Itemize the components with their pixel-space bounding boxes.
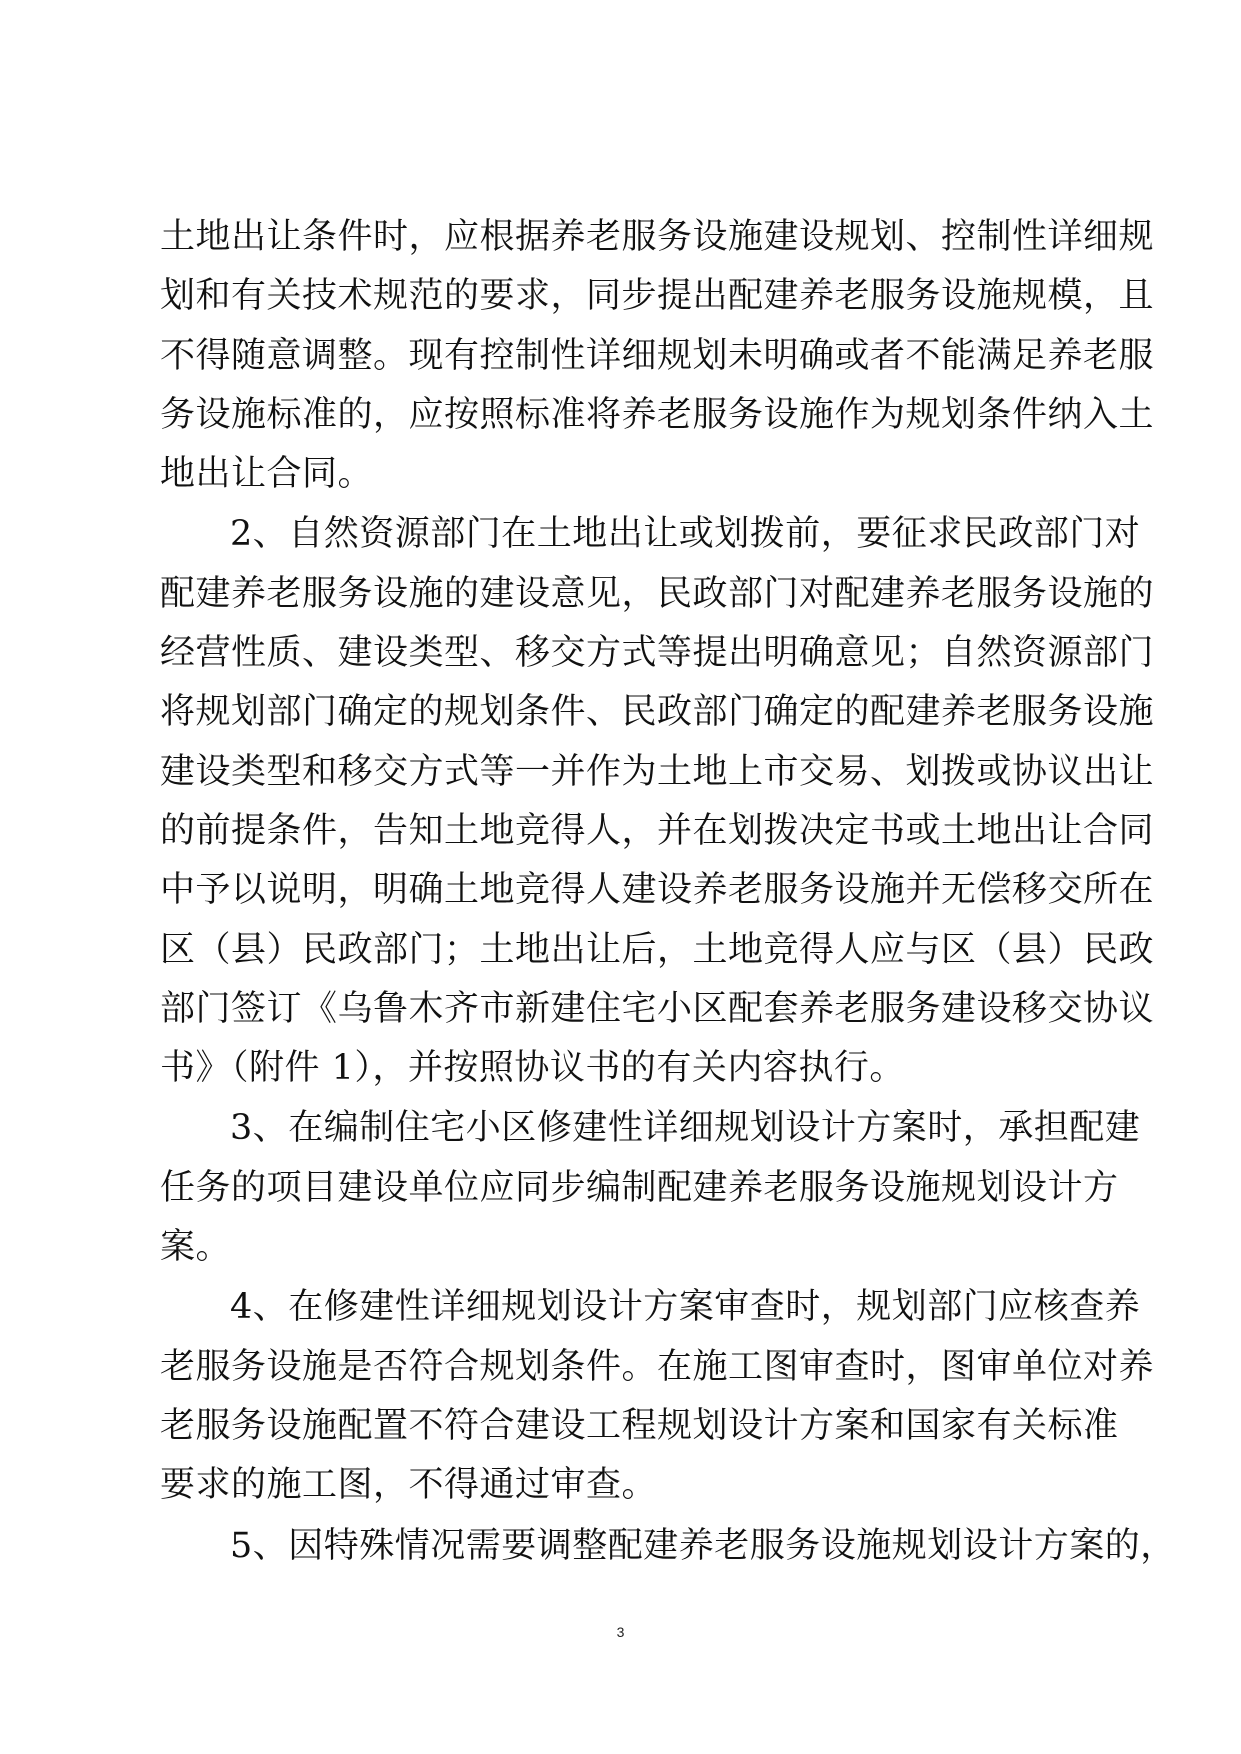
text-line: 老服务设施是否符合规划条件。在施工图审查时，图审单位对养 xyxy=(160,1346,1155,1387)
text-line: 的前提条件，告知土地竞得人，并在划拨决定书或土地出让合同 xyxy=(160,810,1155,851)
page-number: 3 xyxy=(616,1624,625,1640)
text-line: 3、在编制住宅小区修建性详细规划设计方案时，承担配建 xyxy=(230,1108,1141,1149)
text-line: 4、在修建性详细规划设计方案审查时，规划部门应核查养 xyxy=(230,1287,1141,1328)
paragraph-item-2 xyxy=(160,505,1155,1098)
text-line: 经营性质、建设类型、移交方式等提出明确意见；自然资源部门 xyxy=(160,633,1155,674)
text-line: 部门签订《乌鲁木齐市新建住宅小区配套养老服务建设移交协议 xyxy=(160,988,1155,1029)
text-line: 建设类型和移交方式等一并作为土地上市交易、划拨或协议出让 xyxy=(160,751,1155,792)
paragraph-item-4 xyxy=(160,1278,1155,1515)
text-line: 5、因特殊情况需要调整配建养老服务设施规划设计方案的， xyxy=(230,1525,1176,1566)
text-line: 任务的项目建设单位应同步编制配建养老服务设施规划设计方 xyxy=(160,1167,1119,1208)
paragraph-item-5 xyxy=(160,1517,1176,1576)
text-line: 区（县）民政部门；土地出让后，土地竞得人应与区（县）民政 xyxy=(160,929,1155,970)
text-line: 要求的施工图，不得通过审查。 xyxy=(160,1465,658,1506)
text-line: 中予以说明，明确土地竞得人建设养老服务设施并无偿移交所在 xyxy=(160,870,1155,911)
text-line: 不得随意调整。现有控制性详细规划未明确或者不能满足养老服 xyxy=(160,335,1155,376)
text-line: 案。 xyxy=(160,1227,232,1268)
document-body xyxy=(160,208,1176,1577)
text-line: 划和有关技术规范的要求，同步提出配建养老服务设施规模，且 xyxy=(160,276,1155,317)
text-line: 老服务设施配置不符合建设工程规划设计方案和国家有关标准 xyxy=(160,1405,1119,1446)
paragraph-land-transfer-conditions xyxy=(160,208,1155,504)
text-line: 配建养老服务设施的建设意见，民政部门对配建养老服务设施的 xyxy=(160,573,1155,614)
text-line: 将规划部门确定的规划条件、民政部门确定的配建养老服务设施 xyxy=(160,692,1155,733)
text-line: 2、自然资源部门在土地出让或划拨前，要征求民政部门对 xyxy=(230,514,1141,555)
text-line: 书》（附件 1），并按照协议书的有关内容执行。 xyxy=(160,1048,905,1089)
text-line: 务设施标准的，应按照标准将养老服务设施作为规划条件纳入土 xyxy=(160,394,1155,435)
text-line: 土地出让条件时，应根据养老服务设施建设规划、控制性详细规 xyxy=(160,217,1155,257)
text-line: 地出让合同。 xyxy=(160,454,374,495)
paragraph-item-3 xyxy=(160,1099,1141,1277)
